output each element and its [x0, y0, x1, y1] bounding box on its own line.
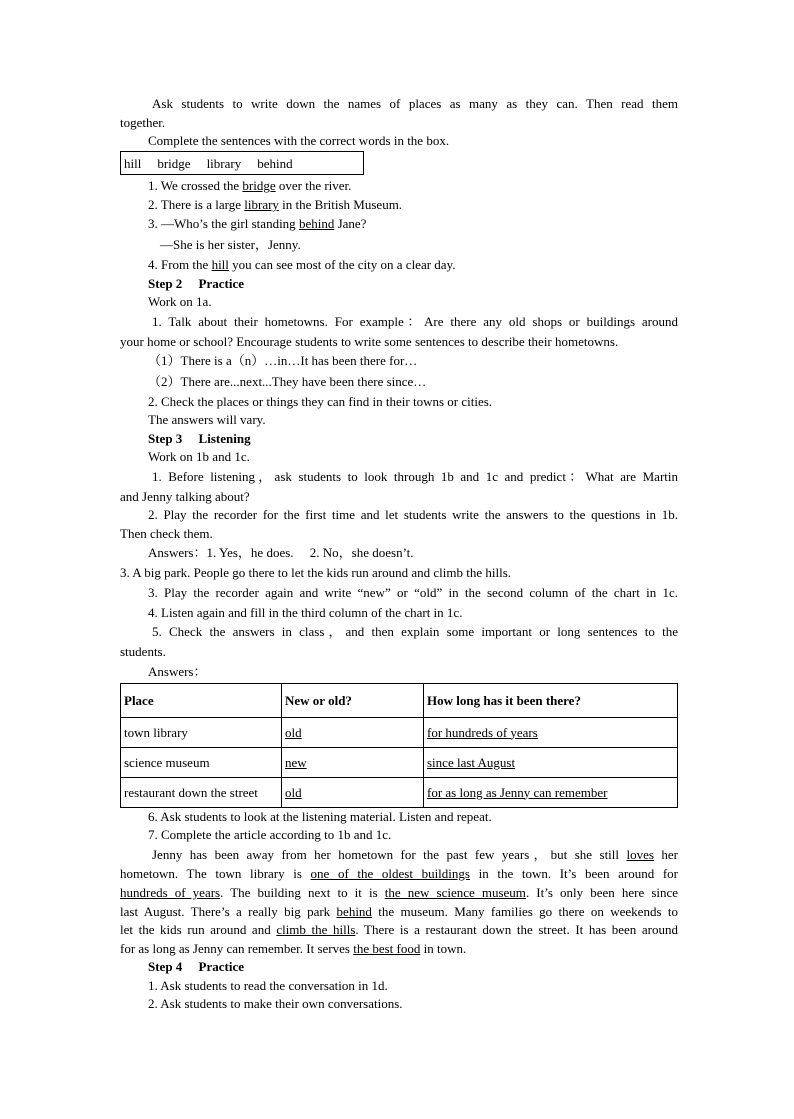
article-line-6: for as long as Jenny can remember. It serves the best food in town.: [120, 941, 467, 956]
article-line-2: hometown. The town library is one of the oldest buildings in the town. It’s been around for: [120, 866, 678, 881]
after-p6: 6. Ask students to look at the listening material. Listen and repeat.: [148, 809, 492, 824]
word-hill: hill: [124, 156, 142, 171]
step3-p2-line2: Then check them.: [120, 526, 213, 541]
table-header-row: [121, 684, 678, 718]
intro-line-2: together.: [120, 115, 166, 130]
step2-p1-line2: your home or school? Encourage students to write some sentences to describe their hometowns.: [120, 334, 619, 349]
answer-blank: library: [244, 197, 279, 212]
word-box: [120, 151, 364, 175]
cell-new-or-old: old: [282, 718, 424, 748]
answer-blank: behind: [336, 904, 372, 919]
step3-p1-line1: 1. Before listening，ask students to look through 1b and 1c and predict：What are Martin: [152, 469, 678, 484]
cell-place: restaurant down the street: [121, 778, 282, 808]
word-bridge: bridge: [157, 156, 191, 171]
header-how-long: How long has it been there?: [424, 684, 678, 718]
step2-p3: The answers will vary.: [148, 412, 266, 427]
sentence-4: 4. From the hill you can see most of the city on a clear day.: [148, 257, 456, 272]
step4-heading: Step 4 Practice: [148, 959, 245, 974]
step2-p2: 2. Check the places or things they can find in their towns or cities.: [148, 394, 493, 409]
cell-how-long: since last August: [424, 748, 678, 778]
step2-heading: Step 2 Practice: [148, 276, 245, 291]
sentence-1: 1. We crossed the bridge over the river.: [148, 178, 352, 193]
after-p7: 7. Complete the article according to 1b and 1c.: [148, 827, 392, 842]
header-new-or-old: New or old?: [282, 684, 424, 718]
sentence-3-reply: —She is her sister，Jenny.: [160, 237, 301, 252]
article-line-1: Jenny has been away from her hometown for the past few years，but she still loves her: [152, 847, 678, 862]
step3-heading: Step 3 Listening: [148, 431, 251, 446]
step3-work: Work on 1b and 1c.: [148, 449, 250, 464]
answer-blank: one of the oldest buildings: [310, 866, 470, 881]
cell-place: town library: [121, 718, 282, 748]
step4-p1: 1. Ask students to read the conversation in 1d.: [148, 978, 388, 993]
step3-answers: Answers：1. Yes，he does. 2. No，she doesn’t.: [148, 545, 414, 560]
step3-answers-label: Answers：: [148, 664, 207, 679]
word-library: library: [206, 156, 242, 171]
article-line-4: last August. There’s a really big park behind the museum. Many families go there on weekends to: [120, 904, 678, 919]
article-line-3: hundreds of years. The building next to it is the new science museum. It’s only been here since: [120, 885, 679, 900]
table-row: [121, 718, 678, 748]
sentence-3: 3. —Who’s the girl standing behind Jane?: [148, 216, 367, 231]
cell-new-or-old: old: [282, 778, 424, 808]
sentence-2: 2. There is a large library in the British Museum.: [148, 197, 403, 212]
table-row: [121, 748, 678, 778]
answer-blank: bridge: [242, 178, 276, 193]
cell-how-long: for hundreds of years: [424, 718, 678, 748]
step3-p5-line2: students.: [120, 644, 166, 659]
cell-place: science museum: [121, 748, 282, 778]
step2-example-1: （1）There is a（n）…in…It has been there for…: [148, 353, 418, 368]
complete-instruction: Complete the sentences with the correct words in the box.: [148, 133, 450, 148]
step2-work: Work on 1a.: [148, 294, 212, 309]
cell-new-or-old: new: [282, 748, 424, 778]
answer-blank: climb the hills: [276, 922, 356, 937]
step3-p1-line2: and Jenny talking about?: [120, 489, 250, 504]
intro-line-1: Ask students to write down the names of places as many as they can. Then read them: [152, 96, 678, 111]
answer-blank: loves: [626, 847, 654, 862]
step2-example-2: （2）There are...next...They have been there since…: [148, 374, 427, 389]
step3-p4: 4. Listen again and fill in the third column of the chart in 1c.: [148, 605, 463, 620]
header-place: Place: [121, 684, 282, 718]
answer-blank: hill: [211, 257, 229, 272]
step3-p3: 3. Play the recorder again and write “new” or “old” in the second column of the chart in 1c.: [148, 585, 678, 600]
word-behind: behind: [257, 156, 293, 171]
step3-p5-line1: 5. Check the answers in class，and then explain some important or long sentences to the: [152, 624, 678, 639]
answer-blank: behind: [298, 216, 335, 231]
cell-how-long: for as long as Jenny can remember: [424, 778, 678, 808]
step4-p2: 2. Ask students to make their own conversations.: [148, 996, 403, 1011]
step2-p1-line1: 1. Talk about their hometowns. For example：Are there any old shops or buildings around: [152, 314, 678, 329]
answer-blank: the new science museum: [384, 885, 526, 900]
answer-blank: the best food: [353, 941, 421, 956]
step3-p2-line1: 2. Play the recorder for the first time and let students write the answers to the questions in 1b.: [148, 507, 678, 522]
table-row: [121, 778, 678, 808]
article-line-5: let the kids run around and climb the hills. There is a restaurant down the street. It has been around: [120, 922, 679, 937]
answers-table: [120, 683, 678, 808]
answer-blank: hundreds of years: [120, 885, 221, 900]
step3-answer-3: 3. A big park. People go there to let the kids run around and climb the hills.: [120, 565, 512, 580]
